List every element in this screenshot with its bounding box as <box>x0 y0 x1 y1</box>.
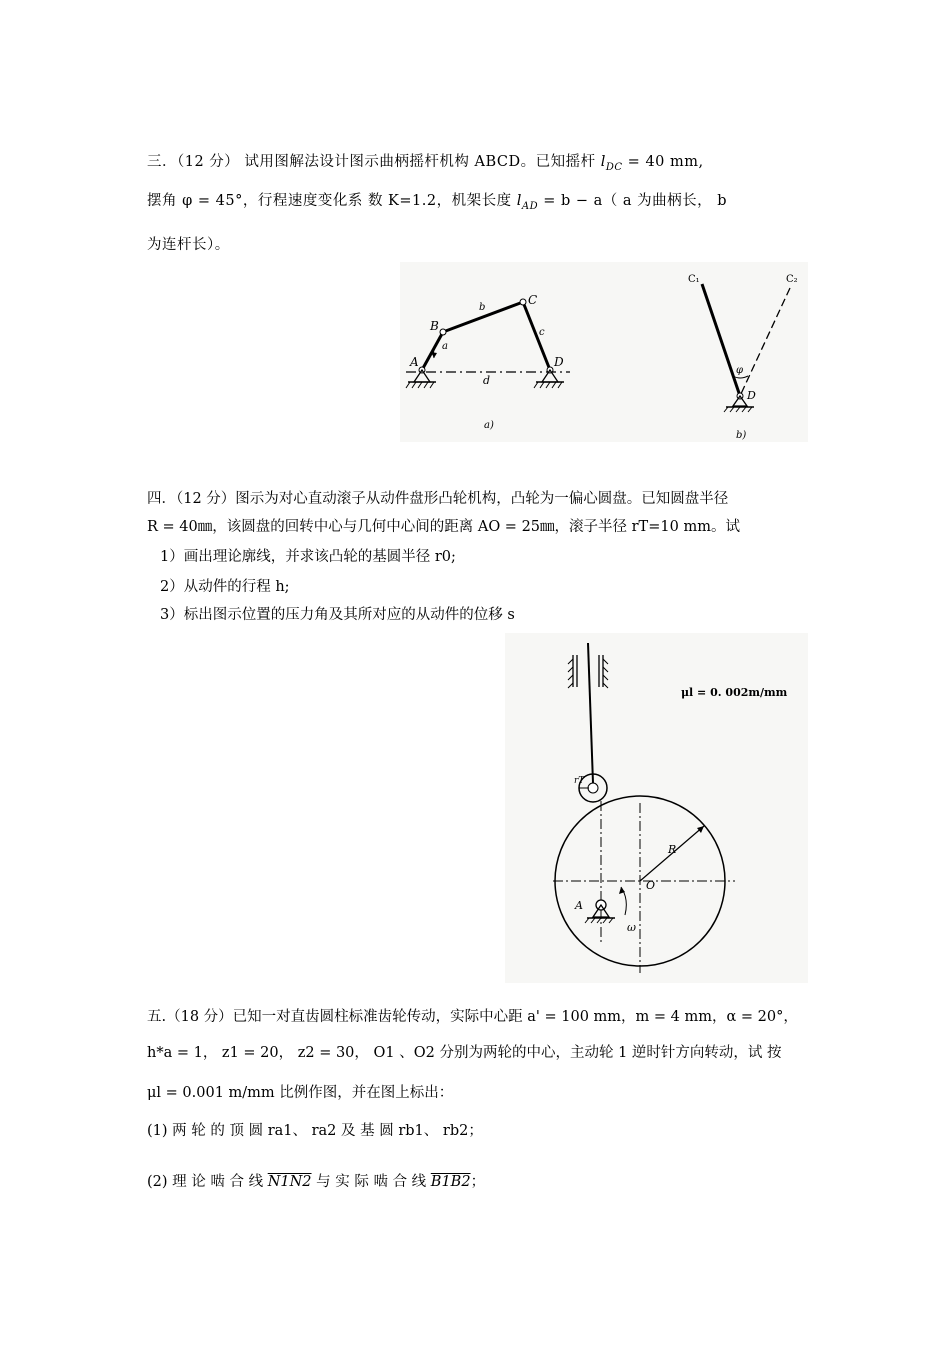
q3-line2-a: 摆角 φ = 45°，行程速度变化系 数 K=1.2，机架长度 <box>147 193 517 209</box>
q3-figure <box>400 262 808 442</box>
caption-a: a) <box>484 420 494 431</box>
label-C2: C₂ <box>786 274 798 285</box>
label-phi: φ <box>736 365 744 376</box>
label-link-b: b <box>479 302 486 313</box>
label-link-c: c <box>539 327 545 338</box>
q4-header: 四．（12 分）图示为对心直动滚子从动件盘形凸轮机构，凸轮为一偏心圆盘。已知圆盘半径 <box>147 491 729 507</box>
label-C1: C₁ <box>688 274 700 285</box>
q4-item-2: 2）从动件的行程 h; <box>160 579 290 595</box>
support-a-icon <box>406 367 436 388</box>
scale-label: μl = 0. 002m/mm <box>681 686 788 699</box>
q4-line2: R = 40㎜，该圆盘的回转中心与几何中心间的距离 AO = 25㎜，滚子半径 rT=10 mm。试 <box>147 519 740 535</box>
q3-line3: 为连杆长）。 <box>147 237 230 253</box>
label-D2: D <box>747 389 756 402</box>
q5-item-1: (1) 两 轮 的 顶 圆 ra1、 ra2 及 基 圆 rb1、 rb2； <box>147 1123 483 1139</box>
q3-line2 <box>147 189 727 212</box>
q5-item2-a: (2) 理 论 啮 合 线 <box>147 1174 268 1190</box>
line-n1n2: N1N2 <box>267 1174 312 1190</box>
q5-line1: 五.（18 分）已知一对直齿圆柱标准齿轮传动，实际中心距 a' = 100 mm，m = 4 mm，α = 20°， <box>147 1009 798 1025</box>
pivot-a-icon <box>585 900 615 923</box>
q3-header: 三．（12 分） 试用图解法设计图示曲柄摇杆机构 ABCD。已知摇杆 <box>147 154 596 170</box>
support-d-icon <box>534 367 564 388</box>
q3-eq2-sub: AD <box>521 201 539 212</box>
q4-figure <box>505 633 808 983</box>
line-b1b2: B1B2 <box>430 1174 471 1190</box>
caption-b: b) <box>736 430 747 441</box>
q5-item2-b: 与 实 际 啮 合 线 <box>311 1174 431 1190</box>
label-C: C <box>528 293 538 307</box>
cam-diagram <box>505 633 808 983</box>
q3-eq1-sub: DC <box>605 162 623 173</box>
q3-line1 <box>147 150 704 173</box>
q3-eq1-rest: = 40 mm, <box>622 154 704 170</box>
q4-item-1: 1）画出理论廓线，并求该凸轮的基圆半径 r0; <box>160 549 456 565</box>
q3-eq1-sym: l <box>600 154 606 170</box>
q5-line2: h*a = 1， z1 = 20， z2 = 30， O1 、O2 分别为两轮的中心，主动轮 1 逆时针方向转动，试 按 <box>147 1045 782 1061</box>
linkage-diagram <box>400 262 808 442</box>
q3-eq2-rest: = b − a（ a 为曲柄长， b <box>538 193 728 209</box>
q5-item2-c: ； <box>470 1174 486 1190</box>
label-D: D <box>554 355 564 369</box>
q3-eq2-sym: l <box>516 193 522 209</box>
label-A-pivot: A <box>575 899 583 912</box>
label-R: R <box>668 843 677 856</box>
label-O: O <box>646 879 656 892</box>
q4-item-3: 3）标出图示位置的压力角及其所对应的从动件的位移 s <box>160 607 515 623</box>
q5-line3: μl = 0.001 m/mm 比例作图，并在图上标出： <box>147 1085 454 1101</box>
label-A: A <box>410 355 419 369</box>
label-link-a: a <box>442 341 448 352</box>
label-B: B <box>430 319 439 333</box>
q5-item-2 <box>147 1170 485 1191</box>
label-link-d: d <box>483 374 491 387</box>
label-rT: rT <box>574 776 585 786</box>
label-omega: ω <box>627 921 636 934</box>
